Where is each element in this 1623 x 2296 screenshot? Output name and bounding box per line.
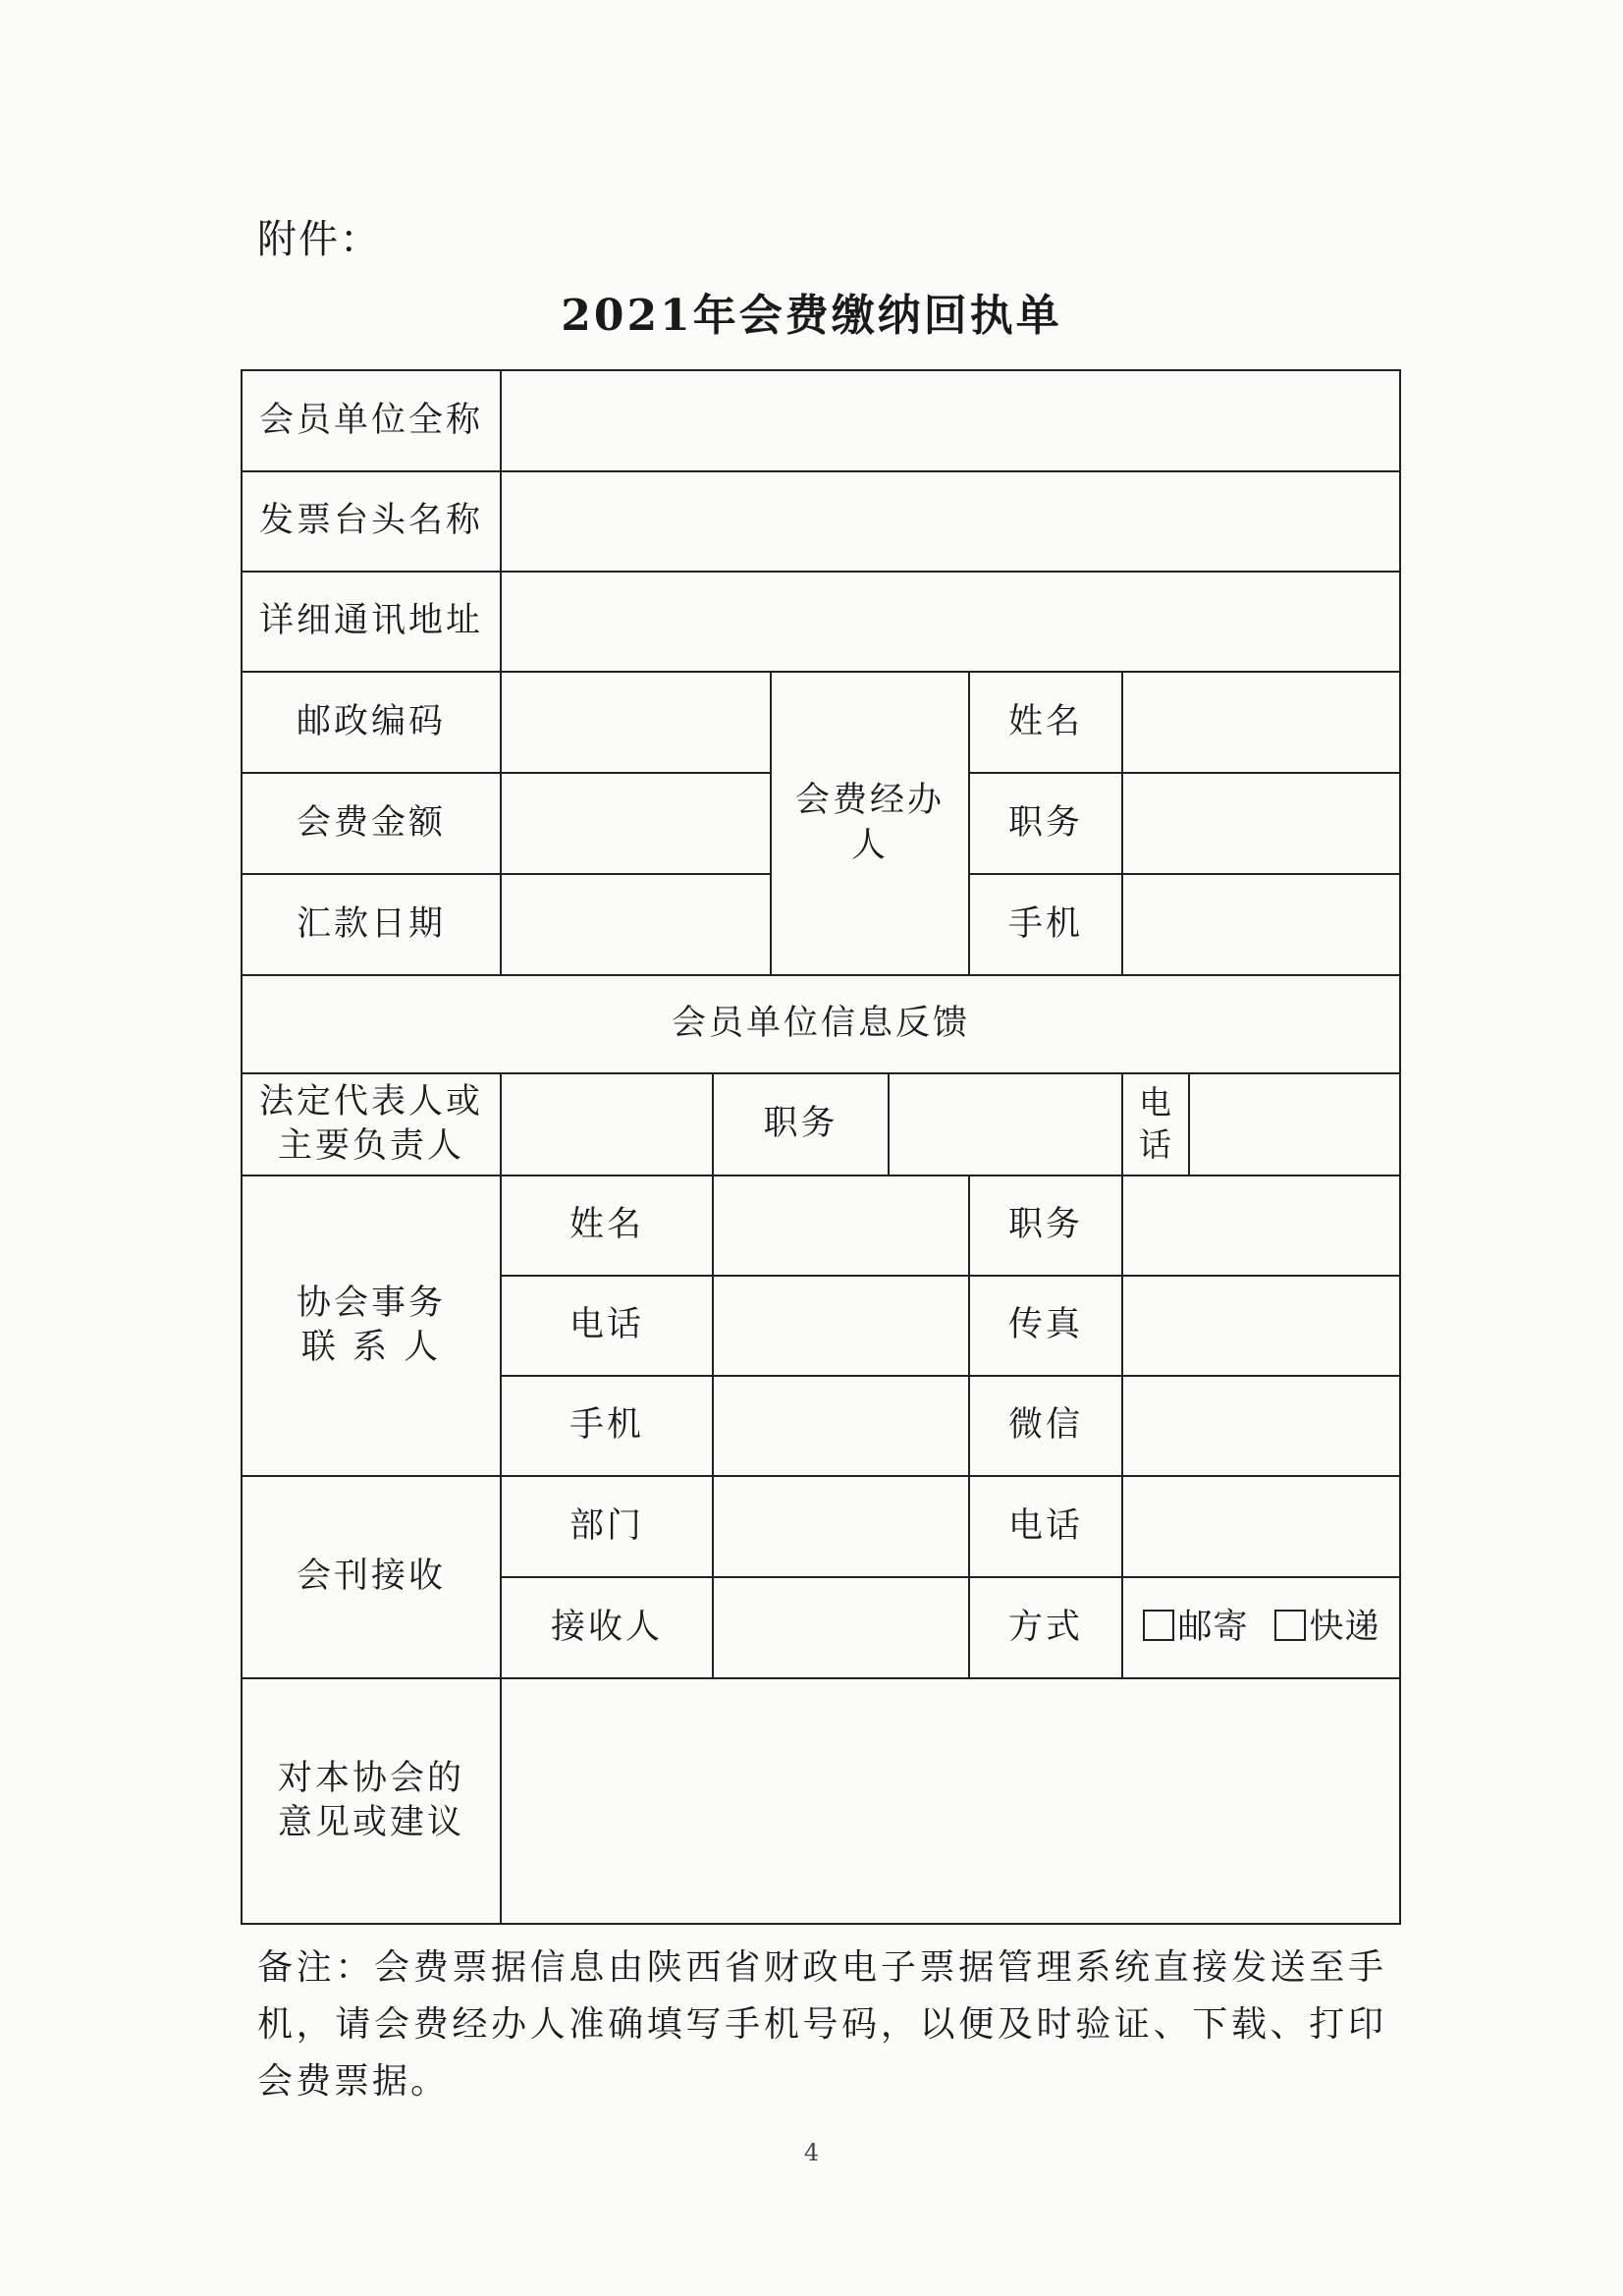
field-handler-name[interactable]: [1122, 672, 1400, 773]
label-journal-method: 方式: [969, 1577, 1122, 1678]
label-invoice-title: 发票台头名称: [242, 471, 501, 572]
field-contact-name[interactable]: [713, 1175, 969, 1276]
label-contact-phone: 电话: [501, 1276, 713, 1376]
label-contact-name: 姓名: [501, 1175, 713, 1276]
field-legal-rep[interactable]: [501, 1073, 713, 1175]
field-contact-position[interactable]: [1122, 1175, 1400, 1276]
field-legal-position[interactable]: [889, 1073, 1122, 1175]
label-contact-mobile: 手机: [501, 1376, 713, 1476]
field-contact-fax[interactable]: [1122, 1276, 1400, 1376]
field-remit-date[interactable]: [501, 874, 771, 975]
field-handler-position[interactable]: [1122, 773, 1400, 874]
option-mail-label: 邮寄: [1177, 1607, 1249, 1647]
option-express[interactable]: [1274, 1608, 1380, 1647]
label-fee-amount: 会费金额: [242, 773, 501, 874]
label-journal-receiver: 接收人: [501, 1577, 713, 1678]
label-remit-date: 汇款日期: [242, 874, 501, 975]
label-journal-dept: 部门: [501, 1476, 713, 1577]
field-legal-phone[interactable]: [1189, 1073, 1400, 1175]
label-handler: 会费经办人: [771, 672, 969, 975]
page-number: 4: [803, 2139, 820, 2166]
field-journal-receiver[interactable]: [713, 1577, 969, 1678]
mail-checkbox[interactable]: [1143, 1610, 1174, 1641]
note-text: 备注：会费票据信息由陕西省财政电子票据管理系统直接发送至手机，请会费经办人准确填写手机号码，以便及时验证、下载、打印会费票据。: [257, 1947, 1386, 2102]
label-legal-rep: 法定代表人或主要负责人: [242, 1073, 501, 1175]
field-suggestions[interactable]: [501, 1678, 1400, 1924]
label-legal-position: 职务: [713, 1073, 889, 1175]
option-express-label: 快递: [1309, 1607, 1380, 1647]
express-checkbox[interactable]: [1274, 1610, 1306, 1641]
field-postal-code[interactable]: [501, 672, 771, 773]
field-invoice-title[interactable]: [501, 471, 1400, 572]
field-journal-dept[interactable]: [713, 1476, 969, 1577]
label-contact-fax: 传真: [969, 1276, 1122, 1376]
field-journal-method: [1122, 1577, 1400, 1678]
field-contact-phone[interactable]: [713, 1276, 969, 1376]
fee-receipt-form: [241, 369, 1401, 1925]
label-contact-position: 职务: [969, 1175, 1122, 1276]
page-title: 2021年会费缴纳回执单: [561, 291, 1062, 341]
label-legal-phone: 电话: [1122, 1073, 1189, 1175]
field-contact-wechat[interactable]: [1122, 1376, 1400, 1476]
label-handler-name: 姓名: [969, 672, 1122, 773]
label-contact: 协会事务联 系 人: [242, 1175, 501, 1476]
label-journal-phone: 电话: [969, 1476, 1122, 1577]
label-member-full-name: 会员单位全称: [242, 370, 501, 471]
label-address: 详细通讯地址: [242, 572, 501, 672]
label-contact-wechat: 微信: [969, 1376, 1122, 1476]
label-suggestions: 对本协会的意见或建议: [242, 1678, 501, 1924]
field-address[interactable]: [501, 572, 1400, 672]
field-journal-phone[interactable]: [1122, 1476, 1400, 1577]
field-contact-mobile[interactable]: [713, 1376, 969, 1476]
label-journal: 会刊接收: [242, 1476, 501, 1678]
label-postal-code: 邮政编码: [242, 672, 501, 773]
attachment-label: 附件：: [257, 217, 381, 262]
option-mail[interactable]: [1143, 1608, 1249, 1647]
field-handler-mobile[interactable]: [1122, 874, 1400, 975]
label-handler-position: 职务: [969, 773, 1122, 874]
field-fee-amount[interactable]: [501, 773, 771, 874]
field-member-full-name[interactable]: [501, 370, 1400, 471]
feedback-header: 会员单位信息反馈: [242, 975, 1400, 1073]
label-handler-mobile: 手机: [969, 874, 1122, 975]
